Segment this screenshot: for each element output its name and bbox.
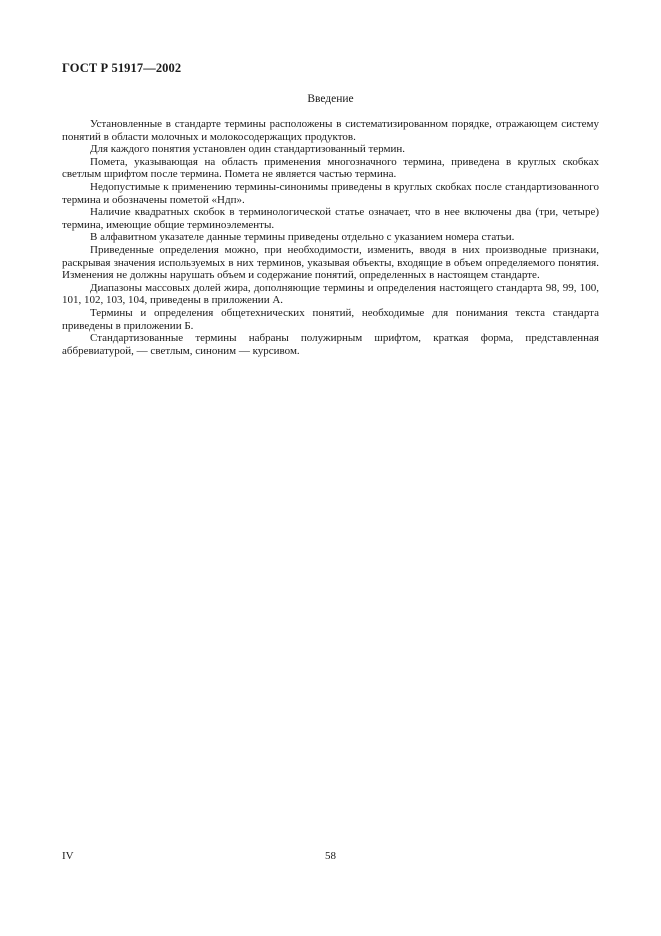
section-body — [62, 118, 599, 357]
paragraph-5: Наличие квадратных скобок в терминологической статье означает, что в нее включены два (три, четыре) термина, имеющие общие терминоэлементы. — [62, 206, 599, 231]
section-title: Введение — [307, 93, 354, 105]
paragraph-3: Помета, указывающая на область применения многозначного термина, приведена в круглых скобках светлым шрифтом после термина. Помета не является частью термина. — [62, 155, 599, 181]
standard-id: ГОСТ Р 51917—2002 — [62, 61, 182, 75]
paragraph-9: Термины и определения общетехнических понятий, необходимые для понимания текста стандарта приведены в приложении Б. — [62, 306, 599, 332]
paragraph-6: В алфавитном указателе данные термины приведены отдельно с указанием номера статьи. — [90, 231, 515, 244]
paragraph-7: Приведенные определения можно, при необходимости, изменить, вводя в них производные признаки, раскрывая значения используемых в них терминов, указывая объекты, входящие в объем определяемого понятия. Изменения не должны нарушать объем и содержание понятий, определенных в настоящем стандарте. — [62, 243, 599, 282]
paragraph-2: Для каждого понятия установлен один стандартизованный термин. — [90, 143, 405, 156]
document-header — [62, 61, 181, 76]
paragraph-8: Диапазоны массовых долей жира, дополняющие термины и определения настоящего стандарта 98, 99, 100, 101, 102, 103, 104, приведены в приложении А. — [62, 281, 599, 307]
paragraph-1: Установленные в стандарте термины расположены в систематизированном порядке, отражающем систему понятий в области молочных и молокосодержащих продуктов. — [62, 118, 599, 143]
paragraph-10: Стандартизованные термины набраны полужирным шрифтом, краткая форма, представленная аббревиатурой, — светлым, синоним — курсивом. — [62, 332, 599, 357]
page-number: 58 — [325, 850, 336, 862]
paragraph-4: Недопустимые к применению термины-синонимы приведены в круглых скобках после стандартизованного термина и обозначены пометой «Ндп». — [62, 180, 599, 206]
roman-page-number: IV — [62, 850, 74, 862]
